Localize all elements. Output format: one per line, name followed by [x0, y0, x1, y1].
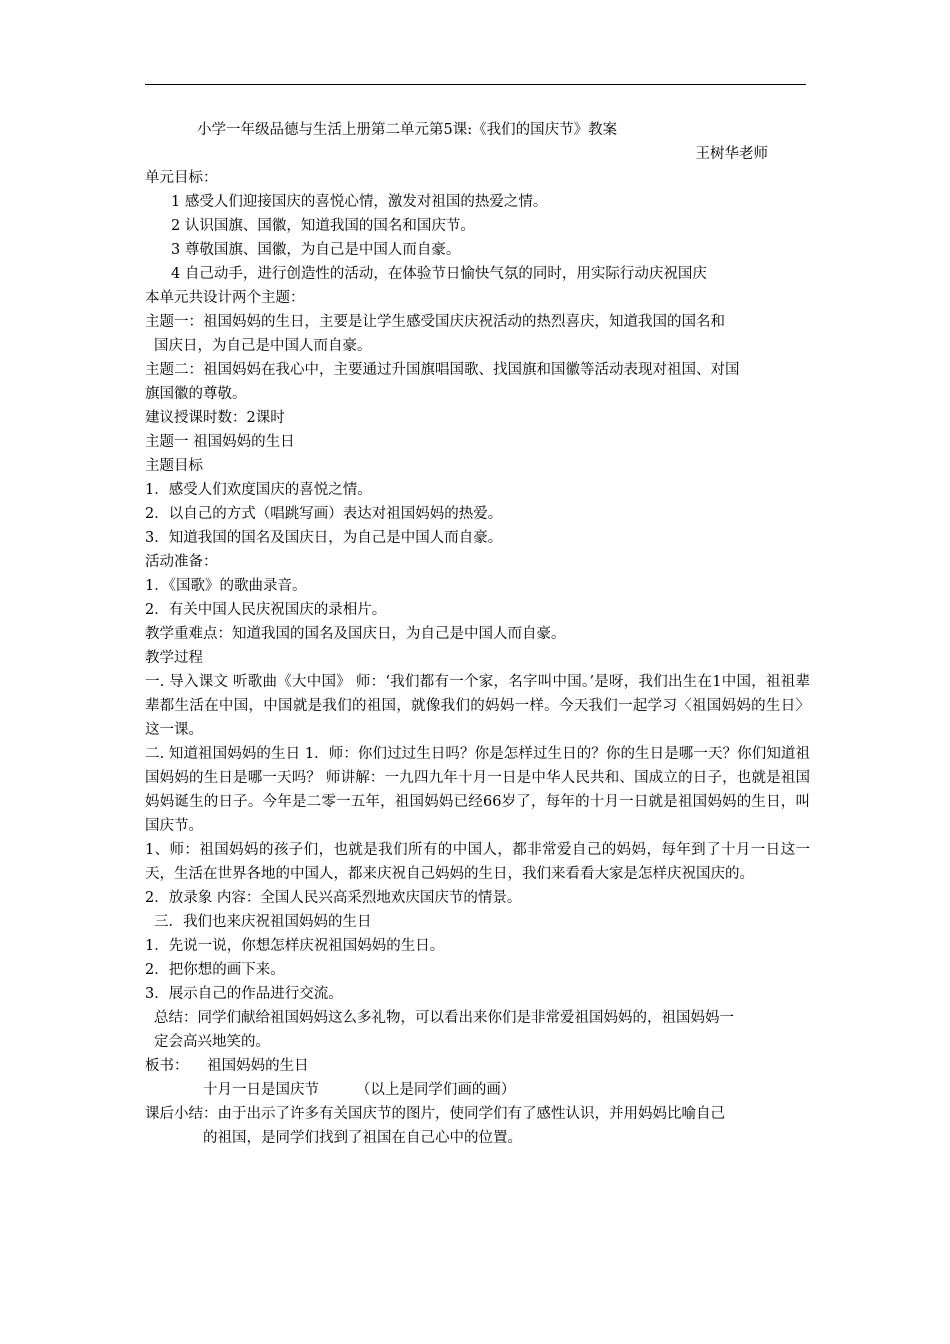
document-body	[145, 118, 810, 1150]
summary: 总结：同学们献给祖国妈妈这么多礼物，可以看出来你们是非常爱祖国妈妈的，祖国妈妈一	[154, 1010, 734, 1026]
suggested-hours: 建议授课时数：2课时	[145, 410, 285, 426]
step3-heading: 三．我们也来庆祝祖国妈妈的生日	[154, 914, 372, 930]
unit-goal-item: 4 自己动手，进行创造性的活动，在体验节日愉快气氛的同时，用实际行动庆祝国庆	[171, 266, 707, 282]
theme1-title: 主题一 祖国妈妈的生日	[145, 434, 295, 450]
theme1-desc: 主题一：祖国妈妈的生日，主要是让学生感受国庆庆祝活动的热烈喜庆，知道我国的国名和	[145, 314, 725, 330]
author: 王树华老师	[695, 146, 768, 162]
theme-goal-item: 2．以自己的方式（唱跳写画）表达对祖国妈妈的热爱。	[145, 506, 503, 522]
prep-item: 1．《国歌》的歌曲录音。	[145, 578, 307, 594]
prep-heading: 活动准备：	[145, 554, 218, 570]
blackboard-line2: 十月一日是国庆节 （以上是同学们画的画）	[203, 1082, 516, 1098]
theme-goal-item: 3．知道我国的国名及国庆日，为自己是中国人而自豪。	[145, 530, 503, 546]
after-class-summary-cont: 的祖国，是同学们找到了祖国在自己心中的位置。	[203, 1130, 522, 1146]
summary-cont: 定会高兴地笑的。	[154, 1034, 270, 1050]
step2-sub2: 2．放录象 内容：全国人民兴高采烈地欢庆国庆节的情景。	[145, 890, 522, 906]
process-heading: 教学过程	[145, 650, 203, 666]
theme-goal-item: 1．感受人们欢度国庆的喜悦之情。	[145, 482, 372, 498]
step1-paragraph: 一. 导入课文 听歌曲《大中国》 师：‘我们都有一个家，名字叫中国。’是呀，我们出生在1中国，祖祖辈辈都生活在中国，中国就是我们的祖国，就像我们的妈妈一样。今天我们一起学习〈祖国妈妈的生日〉这一课。	[145, 674, 810, 738]
theme1-desc-cont: 国庆日，为自己是中国人而自豪。	[154, 338, 372, 354]
document-title: 小学一年级品德与生活上册第二单元第5课:《我们的国庆节》教案	[197, 122, 618, 138]
themes-intro: 本单元共设计两个主题：	[145, 290, 305, 306]
key-point: 教学重难点：知道我国的国名及国庆日，为自己是中国人而自豪。	[145, 626, 566, 642]
after-class-summary: 课后小结：由于出示了许多有关国庆节的图片，使同学们有了感性认识，并用妈妈比喻自己	[145, 1106, 725, 1122]
unit-goal-item: 2 认识国旗、国徽，知道我国的国名和国庆节。	[171, 218, 475, 234]
step3-item: 3．展示自己的作品进行交流。	[145, 986, 343, 1002]
unit-goal-item: 1 感受人们迎接国庆的喜悦心情，激发对祖国的热爱之情。	[171, 194, 548, 210]
blackboard	[145, 1054, 810, 1078]
step3-item: 2．把你想的画下来。	[145, 962, 285, 978]
theme-goals-heading: 主题目标	[145, 458, 203, 474]
unit-goals-heading: 单元目标：	[145, 170, 218, 186]
theme2-desc-cont: 旗国徽的尊敬。	[145, 386, 247, 402]
theme2-desc: 主题二：祖国妈妈在我心中，主要通过升国旗唱国歌、找国旗和国徽等活动表现对祖国、对国	[145, 362, 740, 378]
header-rule	[145, 84, 806, 85]
unit-goal-item: 3 尊敬国旗、国徽，为自己是中国人而自豪。	[171, 242, 461, 258]
step2-paragraph: 二. 知道祖国妈妈的生日 1．师：你们过过生日吗？你是怎样过生日的？你的生日是哪一天？你们知道祖国妈妈的生日是哪一天吗？ 师讲解：一九四九年十月一日是中华人民共和、国成立的日子，也就是祖国妈妈诞生的日子。今年是二零一五年，祖国妈妈已经66岁了，每年的十月一日就是祖国妈妈的生日，叫国庆节。	[145, 746, 810, 834]
prep-item: 2．有关中国人民庆祝国庆的录相片。	[145, 602, 387, 618]
blackboard-label: 板书：	[145, 1058, 189, 1074]
blackboard-line1: 祖国妈妈的生日	[207, 1058, 309, 1074]
step2-sub1-paragraph: 1、师：祖国妈妈的孩子们，也就是我们所有的中国人，都非常爱自己的妈妈，每年到了十月一日这一天，生活在世界各地的中国人，都来庆祝自己妈妈的生日，我们来看看大家是怎样庆祝国庆的。	[145, 842, 810, 882]
step3-item: 1．先说一说，你想怎样庆祝祖国妈妈的生日。	[145, 938, 445, 954]
